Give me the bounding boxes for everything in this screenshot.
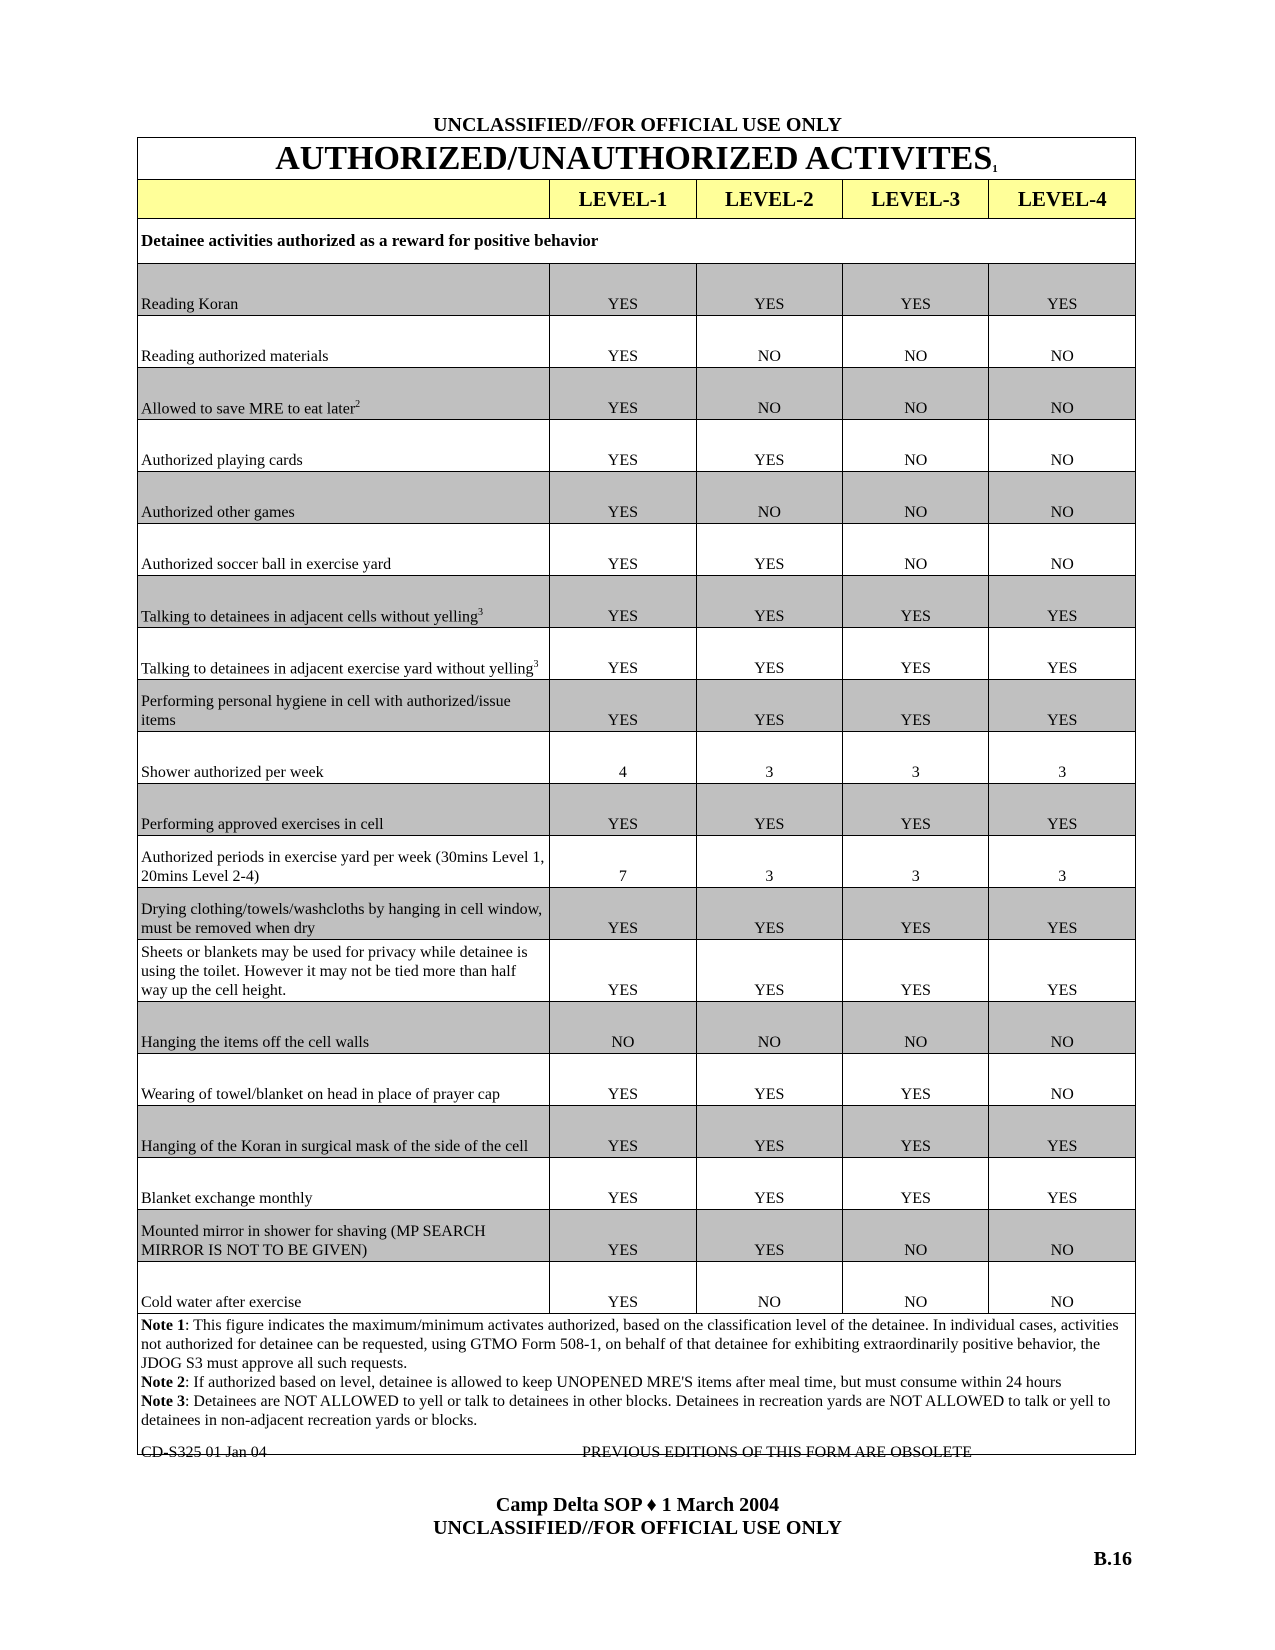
level-2-value: YES [696,420,842,472]
level-1-value: YES [550,784,696,836]
level-4-value: NO [989,1210,1136,1262]
activity-cell [138,784,550,836]
obsolete-notice: PREVIOUS EDITIONS OF THIS FORM ARE OBSOLETE [582,1444,972,1461]
level-3-value: YES [843,888,989,940]
activity-label: Authorized soccer ball in exercise yard [141,556,392,573]
table-row [138,368,1136,420]
table-row [138,1210,1136,1262]
level-3-value: NO [843,1002,989,1054]
level-4-value: YES [989,576,1136,628]
table-row [138,1002,1136,1054]
level-4-value: NO [989,1262,1136,1314]
table-row [138,316,1136,368]
level-3-value: YES [843,784,989,836]
level-4-value: NO [989,524,1136,576]
level-3-value: YES [843,1158,989,1210]
level-2-value: YES [696,264,842,316]
activity-cell [138,1054,550,1106]
activity-cell [138,836,550,888]
level-2-value: NO [696,368,842,420]
level-1-value: YES [550,1158,696,1210]
activity-cell [138,576,550,628]
activity-cell [138,1106,550,1158]
level-1-value: YES [550,368,696,420]
table-row [138,940,1136,1002]
level-1-value: YES [550,888,696,940]
level-4-value: NO [989,472,1136,524]
section-heading: Detainee activities authorized as a reward for positive behavior [138,219,1136,264]
level-4-value: YES [989,628,1136,680]
activity-cell [138,368,550,420]
table-row [138,1054,1136,1106]
footnote-ref: 3 [478,606,484,618]
activity-cell [138,680,550,732]
level-4-value: YES [989,264,1136,316]
title-footnote-ref: 1 [992,162,998,175]
table-row [138,784,1136,836]
level-3-value: YES [843,264,989,316]
level-1-value: YES [550,680,696,732]
table-row [138,524,1136,576]
activity-label: Cold water after exercise [141,1294,302,1311]
footnote-ref: 3 [533,658,539,670]
note-label: Note 2 [141,1374,185,1391]
activity-cell [138,940,550,1002]
level-1-value: YES [550,264,696,316]
level-2-value: YES [696,1106,842,1158]
level-2-value: YES [696,628,842,680]
notes-cell [138,1314,1136,1455]
level-3-value: NO [843,1262,989,1314]
level-3-value: NO [843,524,989,576]
activity-label: Performing approved exercises in cell [141,816,384,833]
activity-label: Wearing of towel/blanket on head in place of prayer cap [141,1086,500,1103]
level-header-4: LEVEL-4 [989,180,1136,219]
level-4-value: YES [989,1158,1136,1210]
activity-cell [138,1262,550,1314]
sop-line: Camp Delta SOP ♦ 1 March 2004 [495,1494,780,1516]
note-text: : If authorized based on level, detainee is allowed to keep UNOPENED MRE'S items after meal time, but must consume within 24 hours [184,1374,1062,1391]
activity-label: Blanket exchange monthly [141,1190,313,1207]
level-2-value: YES [696,1054,842,1106]
level-4-value: 3 [989,732,1136,784]
level-3-value: NO [843,1210,989,1262]
level-1-value: YES [550,472,696,524]
level-1-value: YES [550,628,696,680]
form-id: CD-S325 01 Jan 04 [141,1444,267,1461]
level-3-value: NO [843,368,989,420]
activity-cell [138,888,550,940]
activity-cell [138,628,550,680]
level-3-value: 3 [843,836,989,888]
activity-cell [138,1158,550,1210]
level-4-value: NO [989,316,1136,368]
level-4-value: YES [989,784,1136,836]
activity-cell [138,264,550,316]
page-number: B.16 [1093,1548,1132,1570]
level-1-value: YES [550,524,696,576]
level-3-value: 3 [843,732,989,784]
notes-row [138,1314,1136,1455]
table-row [138,628,1136,680]
level-1-value: YES [550,1054,696,1106]
activity-label: Reading Koran [141,296,239,313]
table-row [138,1158,1136,1210]
form-title [138,138,1136,180]
level-1-value: YES [550,1210,696,1262]
level-4-value: YES [989,888,1136,940]
level-2-value: NO [696,472,842,524]
level-2-value: YES [696,1210,842,1262]
table-row [138,420,1136,472]
activities-table [137,137,1136,1455]
level-4-value: NO [989,1002,1136,1054]
activity-label: Shower authorized per week [141,764,324,781]
level-1-value: YES [550,940,696,1002]
level-3-value: NO [843,316,989,368]
note-2 [141,1373,1132,1392]
activity-label: Sheets or blankets may be used for privacy while detainee is using the toilet. However it may not be tied more than half way up the cell height. [141,944,528,999]
level-2-value: 3 [696,836,842,888]
level-1-value: YES [550,1262,696,1314]
activity-label: Mounted mirror in shower for shaving (MP SEARCH MIRROR IS NOT TO BE GIVEN) [141,1223,486,1259]
activity-label: Authorized periods in exercise yard per week (30mins Level 1, 20mins Level 2-4) [141,849,545,885]
level-3-value: YES [843,1054,989,1106]
table-row [138,1262,1136,1314]
level-header-blank [138,180,550,219]
level-2-value: 3 [696,732,842,784]
activity-label: Talking to detainees in adjacent cells without yelling [141,608,479,625]
activity-label: Reading authorized materials [141,348,329,365]
note-text: : This figure indicates the maximum/minimum activates authorized, based on the classification level of the detainee. In individual cases, activities not authorized for detainee can be requested, using GTMO Form 508-1, on behalf of that detainee for exhibiting extraordinarily positive behavior, the JDOG S3 must approve all such requests. [141,1317,1119,1372]
classification-header: UNCLASSIFIED//FOR OFFICIAL USE ONLY [433,114,842,136]
table-row [138,472,1136,524]
level-2-value: YES [696,680,842,732]
level-4-value: YES [989,1106,1136,1158]
table-row [138,1106,1136,1158]
form-title-text: AUTHORIZED/UNAUTHORIZED ACTIVITES [275,139,993,177]
level-1-value: YES [550,1106,696,1158]
note-1 [141,1316,1132,1373]
note-label: Note 1 [141,1317,185,1334]
level-4-value: YES [989,940,1136,1002]
level-3-value: NO [843,420,989,472]
level-2-value: YES [696,940,842,1002]
level-2-value: YES [696,576,842,628]
activity-cell [138,524,550,576]
level-4-value: YES [989,680,1136,732]
level-4-value: 3 [989,836,1136,888]
level-header-row [138,180,1136,219]
level-2-value: NO [696,1262,842,1314]
level-3-value: YES [843,940,989,1002]
level-2-value: YES [696,888,842,940]
table-row [138,836,1136,888]
activity-cell [138,472,550,524]
level-1-value: YES [550,420,696,472]
note-text: : Detainees are NOT ALLOWED to yell or talk to detainees in other blocks. Detainees in recreation yards are NOT ALLOWED to talk or yell to detainees in non-adjacent recreation yards or blocks. [141,1393,1111,1429]
level-2-value: YES [696,524,842,576]
activity-label: Authorized other games [141,504,295,521]
level-4-value: NO [989,420,1136,472]
activity-label: Drying clothing/towels/washcloths by hanging in cell window, must be removed when dry [141,901,543,937]
table-row [138,732,1136,784]
level-3-value: NO [843,472,989,524]
activity-cell [138,316,550,368]
activity-label: Performing personal hygiene in cell with authorized/issue items [141,693,511,729]
table-row [138,888,1136,940]
level-1-value: NO [550,1002,696,1054]
footnote-ref: 2 [355,398,361,410]
table-row [138,680,1136,732]
level-1-value: 4 [550,732,696,784]
note-3 [141,1392,1132,1430]
activity-cell [138,420,550,472]
note-label: Note 3 [141,1393,185,1410]
table-row [138,576,1136,628]
level-2-value: NO [696,1002,842,1054]
level-2-value: YES [696,1158,842,1210]
level-header-1: LEVEL-1 [550,180,696,219]
table-row [138,264,1136,316]
activity-label: Authorized playing cards [141,452,303,469]
level-3-value: YES [843,1106,989,1158]
level-4-value: NO [989,1054,1136,1106]
level-3-value: YES [843,628,989,680]
activity-label: Talking to detainees in adjacent exercise yard without yelling [141,660,534,677]
activity-label: Allowed to save MRE to eat later [141,400,356,417]
activity-label: Hanging the items off the cell walls [141,1034,370,1051]
level-3-value: YES [843,680,989,732]
level-1-value: YES [550,316,696,368]
level-2-value: NO [696,316,842,368]
classification-footer: UNCLASSIFIED//FOR OFFICIAL USE ONLY [433,1517,842,1539]
level-4-value: NO [989,368,1136,420]
level-header-2: LEVEL-2 [696,180,842,219]
level-header-3: LEVEL-3 [843,180,989,219]
level-2-value: YES [696,784,842,836]
level-1-value: 7 [550,836,696,888]
activity-cell [138,1002,550,1054]
level-1-value: YES [550,576,696,628]
activity-cell [138,732,550,784]
level-3-value: YES [843,576,989,628]
activity-label: Hanging of the Koran in surgical mask of the side of the cell [141,1138,529,1155]
activity-cell [138,1210,550,1262]
